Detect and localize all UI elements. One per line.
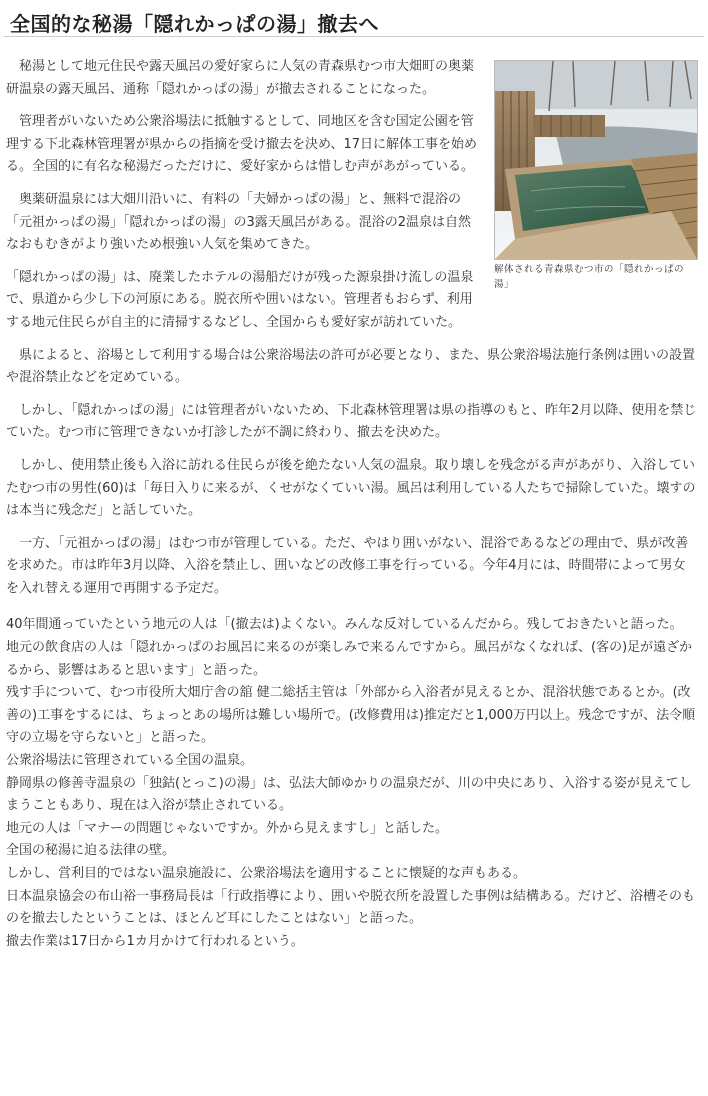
- tail-line: しかし、営利目的ではない温泉施設に、公衆浴場法を適用することに懐疑的な声もある。: [6, 866, 527, 881]
- tail-line: 全国の秘湯に迫る法律の壁。: [6, 843, 176, 859]
- headline-bar: [4, 6, 704, 37]
- tail-line: 撤去作業は17日から1カ月かけて行われるという。: [6, 933, 304, 949]
- article-photo: [494, 60, 698, 260]
- photo-caption: 解体される青森県むつ市の「隠れかっぱの湯」: [494, 264, 685, 290]
- article-paragraph: 秘湯として地元住民や露天風呂の愛好家らに人気の青森県むつ市大畑町の奥薬研温泉の露天風呂、通称「隠れかっぱの湯」が撤去されることになった。: [6, 59, 475, 97]
- article-paragraph: 「隠れかっぱの湯」は、廃業したホテルの湯船だけが残った源泉掛け流しの温泉で、県道から少し下の河原にある。脱衣所や囲いはない。管理者もおらず、利用する地元住民らが自主的に清掃するなどし、全国からも愛好家が訪れていた。: [6, 269, 474, 330]
- tail-line: 地元の飲食店の人は「隠れかっぱのお風呂に来るのが楽しみで来るんですから。風呂がなくなれば、(客の)足が遠ざかるから、影響はあると思います」と語った。: [6, 640, 693, 678]
- tail-line: 40年間通っていたという地元の人は「(撤去は)よくない。みんな反対しているんだから。残しておきたいと語った。: [6, 617, 683, 633]
- tail-line: 公衆浴場法に管理されている全国の温泉。: [6, 753, 254, 769]
- tail-line: 残す手について、むつ市役所大畑庁舎の舘 健二総括主管は「外部から入浴者が見えるとか、混浴状態であるとか。(改善の)工事をするには、ちょっとあの場所は難しい場所で。(改修費用は)推定だと1,000万円以上。残念ですが、法令順守の立場を守らないと」と語った。: [6, 685, 696, 746]
- article-paragraph: しかし、「隠れかっぱの湯」には管理者がいないため、下北森林管理署は県の指導のもと、昨年2月以降、使用を禁じていた。むつ市に管理できないか打診したが不調に終わり、撤去を決めた。: [6, 402, 697, 441]
- article-paragraph: 管理者がいないため公衆浴場法に抵触するとして、同地区を含む国定公園を管理する下北森林管理署が県からの指摘を受け撤去を決め、17日に解体工事を始める。全国的に有名な秘湯だっただけに、愛好家からは惜しむ声があがっている。: [6, 114, 478, 175]
- article-paragraph: 一方、「元祖かっぱの湯」はむつ市が管理している。ただ、やはり囲いがない、混浴であるなどの理由で、県が改善を求めた。市は昨年3月以降、入浴を禁止し、囲いなどの改修工事を行っている。今年4月には、時間帯によって男女を入れ替える運用で再開する予定だ。: [6, 535, 689, 596]
- article-title: 全国的な秘湯「隠れかっぱの湯」撤去へ: [10, 12, 379, 36]
- article-body: [6, 56, 698, 953]
- photo-figure: [494, 60, 698, 292]
- tail-line: 日本温泉協会の布山裕一事務局長は「行政指導により、囲いや脱衣所を設置した事例は結構ある。だけど、浴槽そのものを撤去したということは、ほとんど耳にしたことはない」と語った。: [6, 888, 696, 927]
- article-tail: [6, 614, 698, 953]
- tail-line: 地元の人は「マナーの問題じゃないですか。外から見えますし」と話した。: [6, 820, 449, 836]
- article-paragraph: 奥薬研温泉には大畑川沿いに、有料の「夫婦かっぱの湯」と、無料で混浴の「元祖かっぱの湯」「隠れかっぱの湯」の3露天風呂がある。混浴の2温泉は自然なおもむきがより強いため根強い人気を集めてきた。: [6, 191, 472, 253]
- article-paragraph: しかし、使用禁止後も入浴に訪れる住民らが後を絶たない人気の温泉。取り壊しを残念がる声があがり、入浴していたむつ市の男性(60)は「毎日入りに来るが、くせがなくていい湯。風呂は利用している人たちで掃除していた。壊すのは本当に残念だ」と話していた。: [6, 457, 696, 519]
- article-paragraph: 県によると、浴場として利用する場合は公衆浴場法の許可が必要となり、また、県公衆浴場法施行条例は囲いの設置や混浴禁止などを定めている。: [6, 347, 696, 386]
- tail-line: 静岡県の修善寺温泉の「独鈷(とっこ)の湯」は、弘法大師ゆかりの温泉だが、川の中央にあり、入浴する姿が見えてしまうこともあり、現在は入浴が禁止されている。: [6, 775, 692, 814]
